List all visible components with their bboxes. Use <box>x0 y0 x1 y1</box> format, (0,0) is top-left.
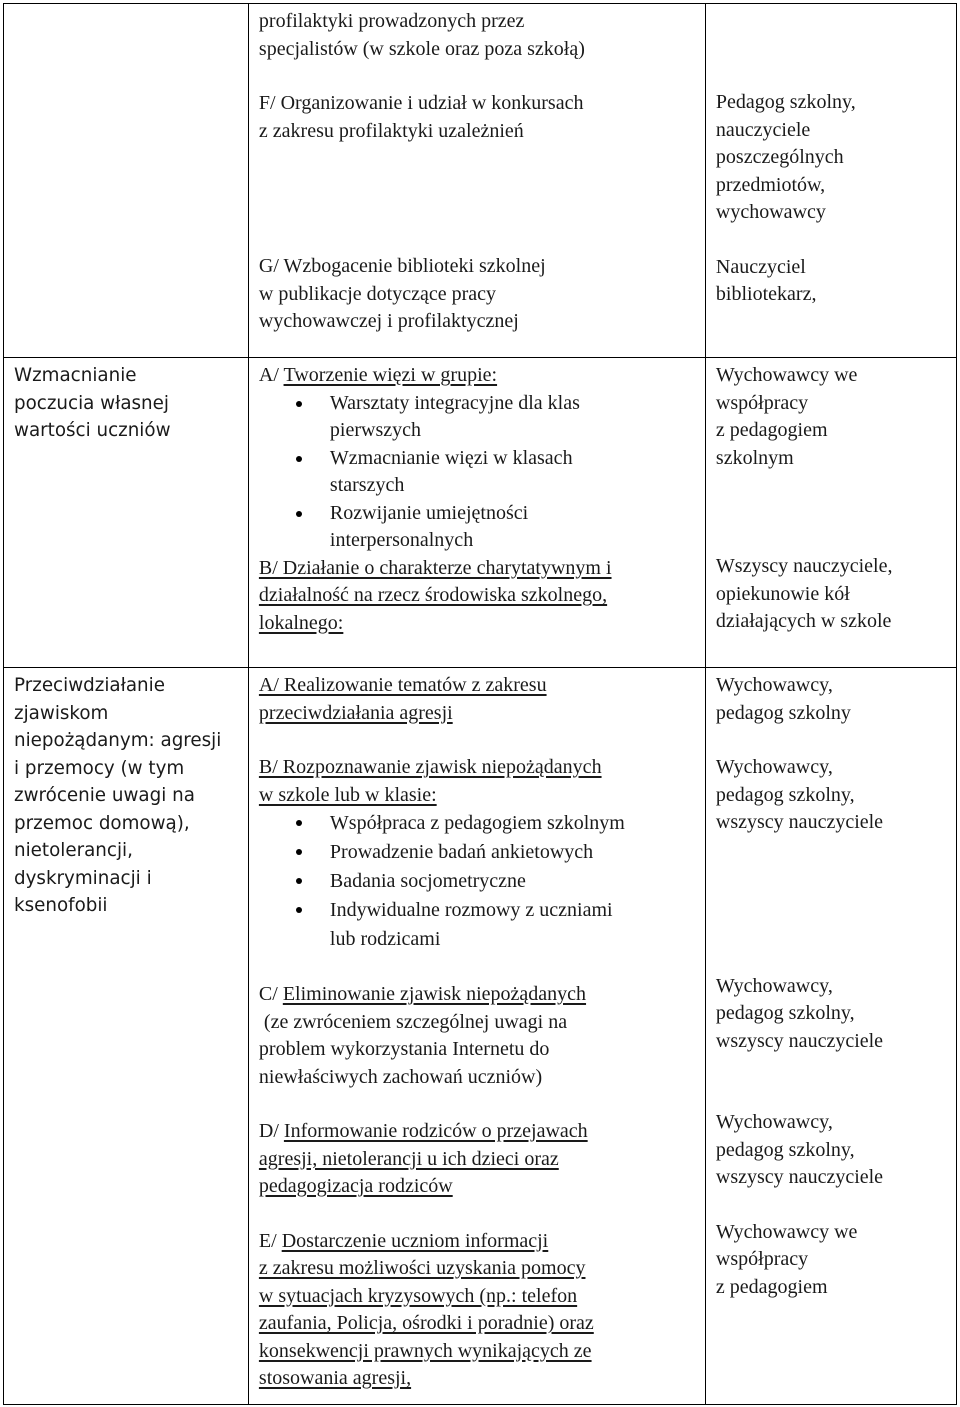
list-item <box>259 390 697 445</box>
goal-cell <box>4 668 249 1405</box>
list-item-line: Współpraca z pedagogiem szkolnym <box>329 812 625 834</box>
responsible-b-line: pedagog szkolny, <box>715 783 855 806</box>
goal-line: Przeciwdziałanie <box>14 675 165 696</box>
list-item <box>259 896 697 954</box>
responsible-f-line: przedmiotów, <box>715 173 826 196</box>
task-c-line: C/ Eliminowanie zjawisk niepożądanych <box>258 983 587 1005</box>
responsible-d-line: Wychowawcy, <box>715 1111 833 1133</box>
responsible-d-line: pedagog szkolny, <box>715 1138 855 1161</box>
list-item <box>259 809 697 838</box>
responsible-d-line: wszyscy nauczyciele <box>715 1166 884 1188</box>
task-b-line: lokalnego: <box>258 611 344 634</box>
responsible-f-line: poszczególnych <box>715 146 844 168</box>
list-item <box>259 867 697 896</box>
goal-line: wartości uczniów <box>14 420 171 441</box>
task-a-title: A/ Tworzenie więzi w grupie: <box>258 364 498 386</box>
responsible-a-line: szkolnym <box>715 446 794 469</box>
goal-line: i przemocy (w tym <box>14 757 185 779</box>
responsible-c-line: pedagog szkolny, <box>715 1002 855 1024</box>
task-e-line: stosowania agresji, <box>258 1367 412 1389</box>
task-e-line: w sytuacjach kryzysowych (np.: telefon <box>258 1284 578 1307</box>
responsible-g-line: bibliotekarz, <box>715 283 817 305</box>
task-b-title-line: B/ Rozpoznawanie zjawisk niepożądanych <box>258 756 602 778</box>
tasks-cell <box>248 668 705 1405</box>
responsible-a-line: Wychowawcy we <box>715 364 858 386</box>
responsible-cell <box>705 668 956 1405</box>
list-item-line: Badania socjometryczne <box>329 870 526 892</box>
responsible-f-line: nauczyciele <box>715 118 811 141</box>
responsible-c-line: Wychowawcy, <box>715 974 833 997</box>
task-text: profilaktyki prowadzonych przez <box>258 10 525 32</box>
task-b-line: działalność na rzecz środowiska szkolnego, <box>258 584 608 606</box>
program-table <box>3 3 957 1405</box>
table-row <box>4 358 957 668</box>
task-e-line: zaufania, Policja, ośrodki i poradnie) oraz <box>258 1312 594 1334</box>
responsible-c-line: wszyscy nauczyciele <box>715 1029 884 1052</box>
goal-line: zwrócenie uwagi na <box>14 785 195 806</box>
goal-line: poczucia własnej <box>14 392 169 414</box>
task-e-line: E/ Dostarczenie uczniom informacji <box>258 1229 549 1252</box>
task-e-line: konsekwencji prawnych wynikających ze <box>258 1339 592 1362</box>
list-item <box>259 838 697 867</box>
bullet-icon <box>296 849 302 855</box>
task-d-title: Informowanie rodziców o przejawach <box>283 1120 588 1142</box>
responsible-b-line: opiekunowie kół <box>715 582 850 605</box>
goal-line: zjawiskom <box>14 702 109 724</box>
bullet-icon <box>296 401 302 407</box>
task-e-line: z zakresu możliwości uzyskania pomocy <box>258 1257 586 1279</box>
task-a-line: przeciwdziałania agresji <box>258 701 453 724</box>
goal-line: przemoc domową), <box>14 812 190 834</box>
goal-line: dyskryminacji i <box>14 867 152 889</box>
task-d-line: pedagogizacja rodziców <box>258 1175 453 1197</box>
task-b-line: B/ Działanie o charakterze charytatywnym i <box>258 556 612 579</box>
responsible-b-line: Wszyscy nauczyciele, <box>715 555 893 577</box>
responsible-g-line: Nauczyciel <box>715 255 806 278</box>
list-item-line: pierwszych <box>329 419 421 441</box>
task-f-line: z zakresu profilaktyki uzależnień <box>258 119 524 142</box>
responsible-a-line: pedagog szkolny <box>715 701 851 724</box>
tasks-cell <box>248 4 705 358</box>
table-row <box>4 4 957 358</box>
responsible-b-line: wszyscy nauczyciele <box>715 811 884 833</box>
responsible-b-line: Wychowawcy, <box>715 756 833 778</box>
task-c-line: (ze zwróceniem szczególnej uwagi na <box>258 1010 568 1033</box>
goal-cell <box>4 4 249 358</box>
task-a-line: A/ Realizowanie tematów z zakresu <box>258 674 547 696</box>
list-item-line: Prowadzenie badań ankietowych <box>329 841 594 863</box>
list-item-line: Warsztaty integracyjne dla klas <box>329 391 580 414</box>
list-item-line: lub rodzicami <box>329 928 441 950</box>
list-item <box>259 445 697 500</box>
bullet-icon <box>296 820 302 826</box>
task-b-title-line: w szkole lub w klasie: <box>258 783 437 806</box>
responsible-cell <box>705 358 956 668</box>
list-item-line: Wzmacnianie więzi w klasach <box>329 446 573 469</box>
list-item-line: interpersonalnych <box>329 529 474 551</box>
task-a-title-text: Tworzenie więzi w grupie: <box>283 364 498 386</box>
goal-line: niepożądanym: agresji <box>14 730 222 751</box>
responsible-e-line: współpracy <box>715 1248 809 1270</box>
task-f-line: F/ Organizowanie i udział w konkursach <box>258 92 584 114</box>
bullet-icon <box>296 456 302 462</box>
bullet-icon <box>296 907 302 913</box>
responsible-cell <box>705 4 956 358</box>
goal-line: nietolerancji, <box>14 840 133 861</box>
responsible-e-line: z pedagogiem <box>715 1275 828 1298</box>
task-a-list <box>259 390 697 555</box>
list-item-line: Indywidualne rozmowy z uczniami <box>329 899 613 921</box>
responsible-f-line: wychowawcy <box>715 201 826 223</box>
task-c-line: problem wykorzystania Internetu do <box>258 1038 550 1060</box>
table-row <box>4 668 957 1405</box>
task-c-title: Eliminowanie zjawisk niepożądanych <box>282 983 587 1005</box>
task-g-line: G/ Wzbogacenie biblioteki szkolnej <box>258 255 546 277</box>
tasks-cell <box>248 358 705 668</box>
bullet-icon <box>296 511 302 517</box>
responsible-b-line: działających w szkole <box>715 610 892 632</box>
responsible-f-line: Pedagog szkolny, <box>715 91 856 113</box>
task-g-line: wychowawczej i profilaktycznej <box>258 310 519 332</box>
task-e-title: Dostarczenie uczniom informacji <box>281 1229 549 1252</box>
list-item <box>259 500 697 555</box>
goal-line: Wzmacnianie <box>14 365 137 386</box>
list-item-line: Rozwijanie umiejętności <box>329 501 529 524</box>
task-text: specjalistów (w szkole oraz poza szkołą) <box>258 37 585 60</box>
responsible-a-line: współpracy <box>715 391 809 414</box>
task-d-line: D/ Informowanie rodziców o przejawach <box>258 1120 588 1142</box>
bullet-icon <box>296 878 302 884</box>
list-item-line: starszych <box>329 474 405 496</box>
responsible-e-line: Wychowawcy we <box>715 1220 858 1243</box>
goal-line: ksenofobii <box>14 895 108 916</box>
task-c-line: niewłaściwych zachowań uczniów) <box>258 1065 543 1088</box>
responsible-a-line: z pedagogiem <box>715 419 828 441</box>
task-b-list <box>259 809 697 954</box>
task-g-line: w publikacje dotyczące pracy <box>258 282 497 305</box>
task-d-line: agresji, nietolerancji u ich dzieci oraz <box>258 1147 559 1170</box>
responsible-a-line: Wychowawcy, <box>715 674 833 696</box>
goal-cell <box>4 358 249 668</box>
